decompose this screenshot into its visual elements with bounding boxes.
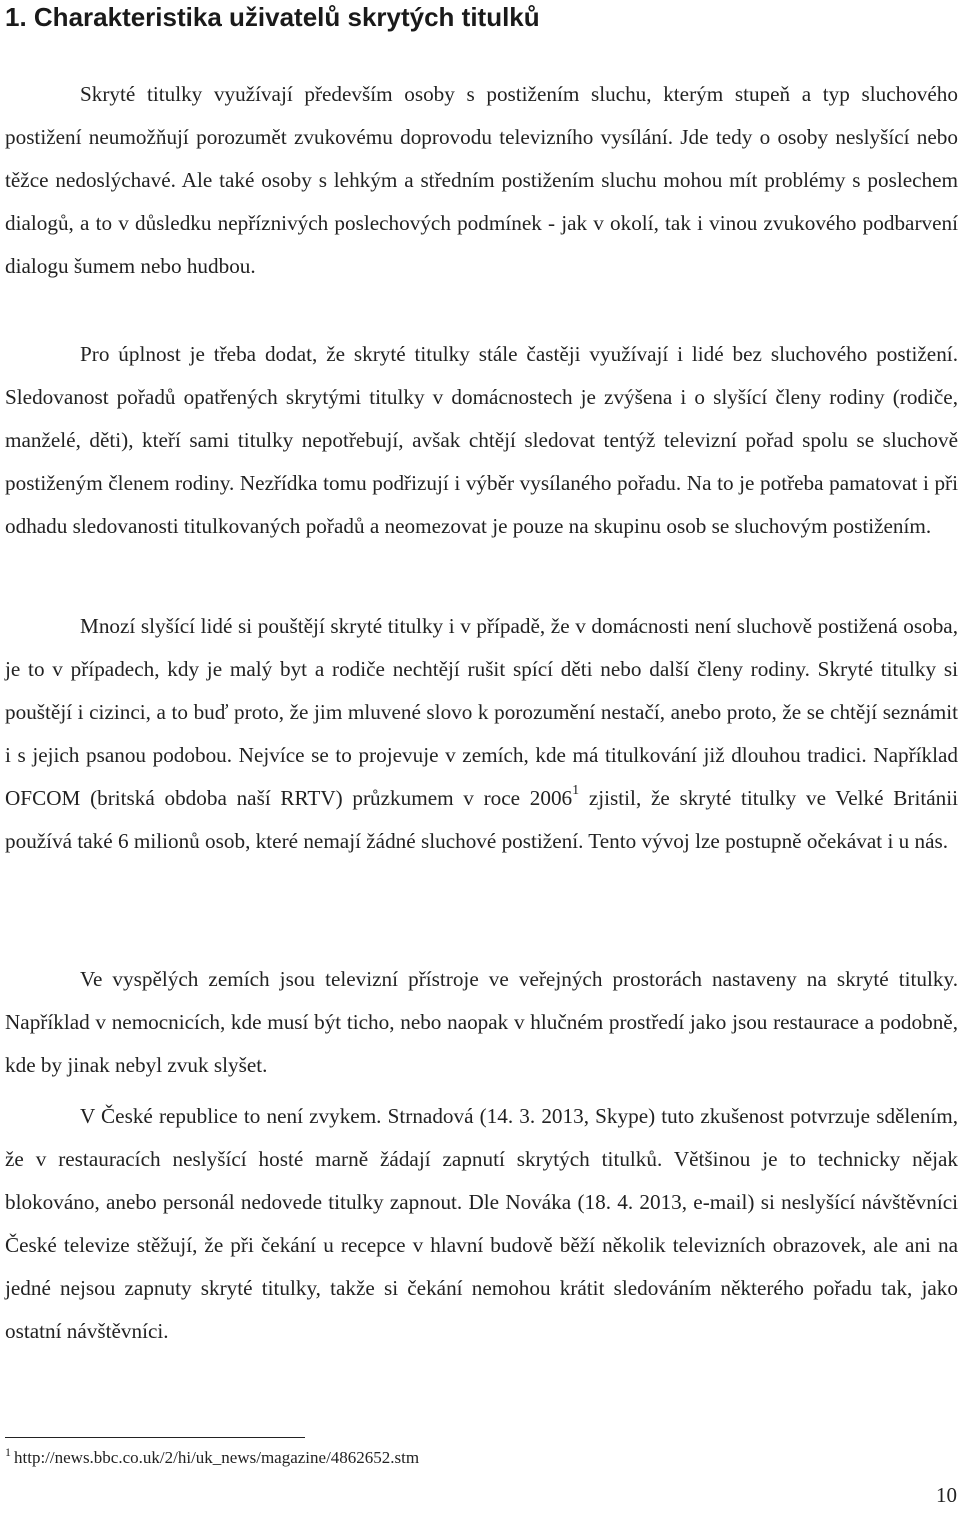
section-heading: 1. Charakteristika uživatelů skrytých titulků bbox=[5, 2, 540, 32]
paragraph-3-text-after: zjistil, že skryté titulky ve Velké Británii používá také 6 milionů osob, které nemají žádné sluchové postižení. Tento vývoj lze postupně očekávat i u nás. bbox=[5, 786, 958, 853]
footnote-reference: 1 bbox=[572, 782, 580, 798]
page-number: 10 bbox=[936, 1483, 957, 1507]
footnote-url: http://news.bbc.co.uk/2/hi/uk_news/magazine/4862652.stm bbox=[14, 1448, 420, 1467]
paragraph-1: Skryté titulky využívají především osoby s postižením sluchu, kterým stupeň a typ sluchového postižení neumožňují porozumět zvukovému doprovodu televizního vysílání. Jde tedy o osoby neslyšící nebo těžce nedoslýchavé. Ale také osoby s lehkým a středním postižením sluchu mohou mít problémy s poslechem dialogů, a to v důsledku nepříznivých poslechových podmínek - jak v okolí, tak i vinou zvukového podbarvení dialogu šumem nebo hudbou. bbox=[5, 82, 958, 278]
footnote bbox=[5, 1444, 419, 1473]
paragraph-4: Ve vyspělých zemích jsou televizní přístroje ve veřejných prostorách nastaveny na skryté titulky. Například v nemocnicích, kde musí být ticho, nebo naopak v hlučném prostředí jako jsou restaurace a podobně, kde by jinak nebyl zvuk slyšet. bbox=[5, 967, 958, 1077]
paragraph-3 bbox=[5, 605, 958, 863]
footnote-separator bbox=[5, 1437, 305, 1438]
paragraph-2: Pro úplnost je třeba dodat, že skryté titulky stále častěji využívají i lidé bez sluchového postižení. Sledovanost pořadů opatřených skrytými titulky v domácnostech je zvýšena i o slyšící členy rodiny (rodiče, manželé, děti), kteří sami titulky nepotřebují, avšak chtějí sledovat tentýž televizní pořad spolu se sluchově postiženým členem rodiny. Nezřídka tomu podřizují i výběr vysílaného pořadu. Na to je potřeba pamatovat i při odhadu sledovanosti titulkovaných pořadů a neomezovat je pouze na skupinu osob se sluchovým postižením. bbox=[5, 342, 958, 538]
footnote-mark: 1 bbox=[5, 1445, 11, 1459]
paragraph-3-text-before: Mnozí slyšící lidé si pouštějí skryté titulky i v případě, že v domácnosti není sluchově postižená osoba, je to v případech, kdy je malý byt a rodiče nechtějí rušit spící děti nebo další členy rodiny. Skryté titulky si pouštějí i cizinci, a to buď proto, že jim mluvené slovo k porozumění nestačí, anebo proto, že se chtějí seznámit i s jejich psanou podobou. Nejvíce se to projevuje v zemích, kde má titulkování již dlouhou tradici. Například OFCOM (britská obdoba naší RRTV) průzkumem v roce 2006 bbox=[5, 614, 958, 810]
paragraph-5: V České republice to není zvykem. Strnadová (14. 3. 2013, Skype) tuto zkušenost potvrzuje sdělením, že v restauracích neslyšící hosté marně žádají zapnutí skrytých titulků. Většinou je to technicky nějak blokováno, anebo personál nedovede titulky zapnout. Dle Nováka (18. 4. 2013, e-mail) si neslyšící návštěvníci České televize stěžují, že při čekání u recepce v hlavní budově běží několik televizních obrazovek, ale ani na jedné nejsou zapnuty skryté titulky, takže si čekání nemohou krátit sledováním některého pořadu tak, jako ostatní návštěvníci. bbox=[5, 1104, 958, 1343]
